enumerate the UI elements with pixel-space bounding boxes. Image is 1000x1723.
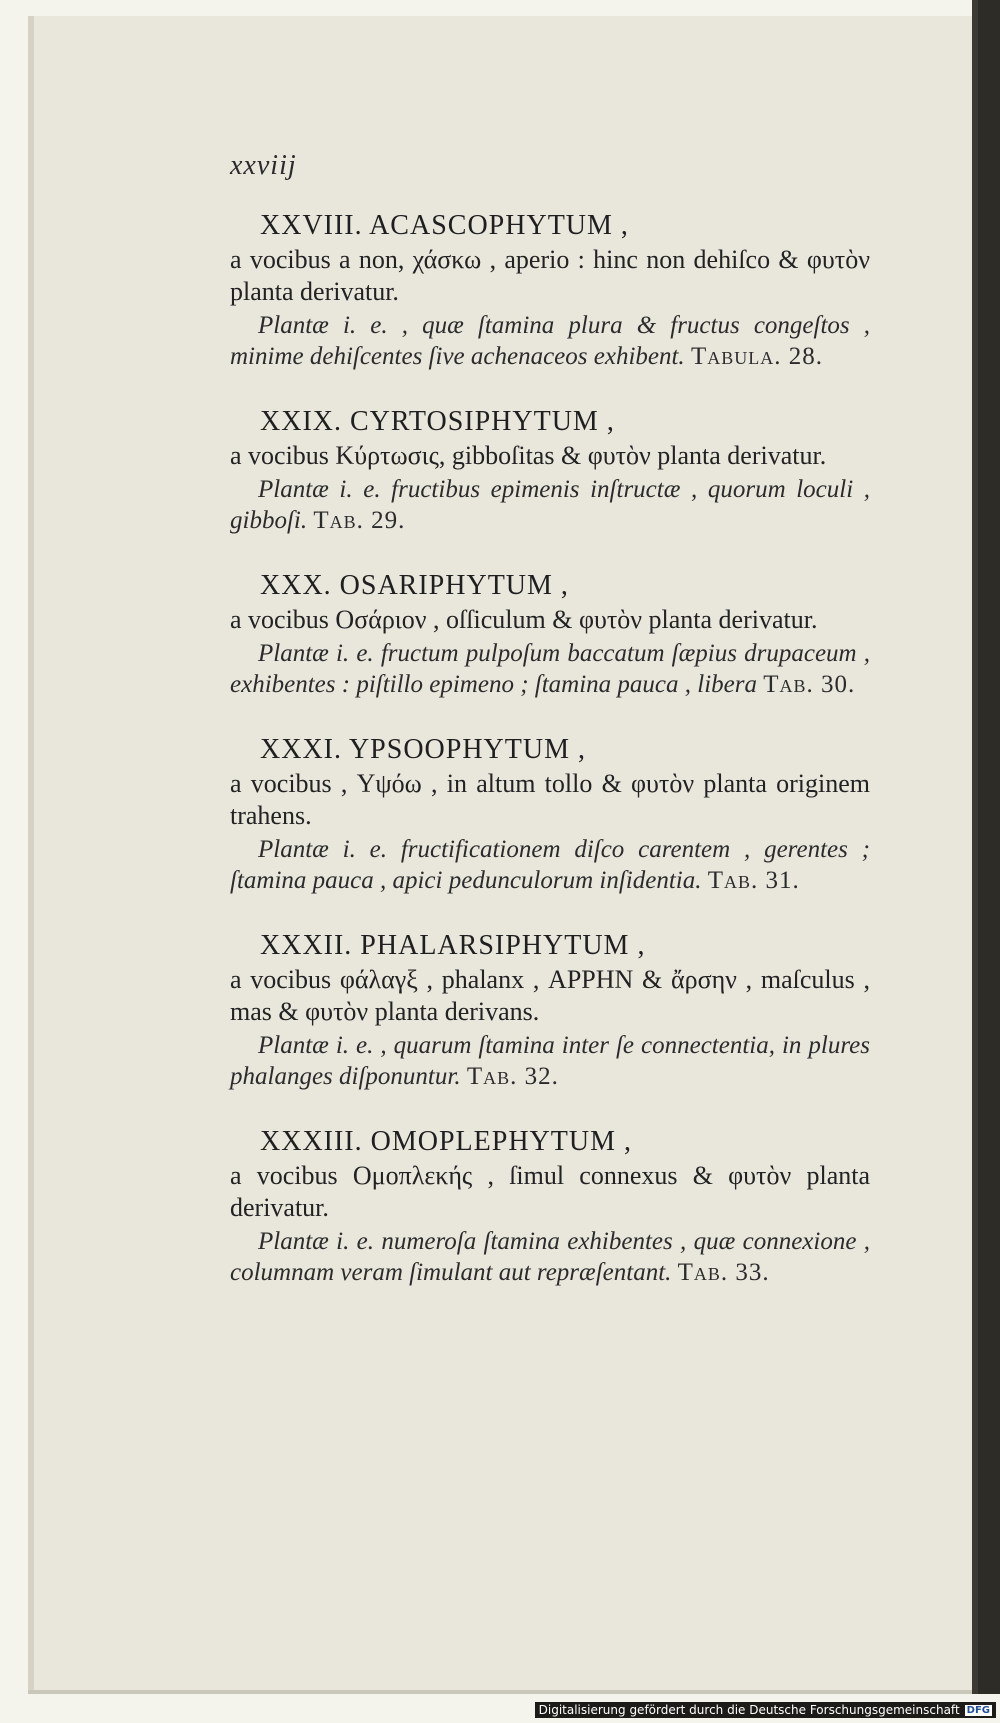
page-number: xxviij: [230, 150, 297, 181]
entry-description: [230, 834, 870, 896]
entry-title: XXX. OSARIPHYTUM ,: [260, 570, 569, 601]
entry-acascophytum: [230, 210, 870, 372]
entry-title: XXXI. YPSOOPHYTUM ,: [260, 734, 586, 765]
entry-etymology: a vocibus , Υψόω , in altum tollo & φυτὸν planta originem trahens.: [230, 769, 870, 830]
entry-description: [230, 310, 870, 372]
entry-description-text: Plantæ i. e. fructificationem diſco carentem , gerentes ; ſtamina pauca , apici pedunculorum inſidentia.: [230, 836, 870, 894]
book-edge: [972, 0, 1000, 1723]
entry-description-text: Plantæ i. e. , quæ ſtamina plura & fructus congeſtos , minime dehiſcentes ſive achenaceos exhibent.: [230, 312, 870, 370]
entry-description: [230, 1226, 870, 1288]
entry-title: XXXII. PHALARSIPHYTUM ,: [260, 930, 646, 961]
book-edge-stripe: [972, 0, 978, 1723]
entry-etymology: a vocibus Κύρτωσις, gibboſitas & φυτὸν planta derivatur.: [230, 441, 827, 470]
entry-title: XXIX. CYRTOSIPHYTUM ,: [260, 406, 615, 437]
entry-description: [230, 638, 870, 700]
entry-etymology: a vocibus a non, χάσκω , aperio : hinc non dehiſco & φυτὸν planta derivatur.: [230, 245, 870, 306]
table-reference: Tab. 31.: [707, 867, 800, 894]
entry-description-text: Plantæ i. e. , quarum ſtamina inter ſe connectentia, in plures phalanges diſponuntur.: [230, 1032, 870, 1090]
entry-etymology: a vocibus φάλαγξ , phalanx , ΑΡΡΗΝ & ἄρσην , maſculus , mas & φυτὸν planta derivans.: [230, 965, 870, 1026]
entry-description-text: Plantæ i. e. fructibus epimenis inſtructæ , quorum loculi , gibboſi.: [230, 476, 870, 534]
digitization-credit: [535, 1702, 996, 1718]
entry-description: [230, 1030, 870, 1092]
entry-cyrtosiphytum: [230, 406, 870, 536]
entry-etymology: a vocibus Οσάριον , oſſiculum & φυτὸν planta derivatur.: [230, 605, 818, 634]
entry-omoplephytum: [230, 1126, 870, 1288]
entry-description: [230, 474, 870, 536]
entry-osariphytum: [230, 570, 870, 700]
entry-ypsoophytum: [230, 734, 870, 896]
table-reference: Tab. 33.: [677, 1259, 770, 1286]
entry-etymology: a vocibus Ομοπλεκής , ſimul connexus & φυτὸν planta derivatur.: [230, 1161, 870, 1222]
credit-text: Digitalisierung gefördert durch die Deutsche Forschungsgemeinschaft: [538, 1703, 960, 1717]
entry-title: XXXIII. OMOPLEPHYTUM ,: [260, 1126, 632, 1157]
table-reference: Tab. 30.: [763, 671, 856, 698]
entry-description-text: Plantæ i. e. fructum pulpoſum baccatum ſæpius drupaceum , exhibentes : piſtillo epimeno ; ſtamina pauca , libera: [230, 640, 870, 698]
entry-title: XXVIII. ACASCOPHYTUM ,: [260, 210, 629, 241]
entry-description-text: Plantæ i. e. numeroſa ſtamina exhibentes , quæ connexione , columnam veram ſimulant aut repræſentant.: [230, 1228, 870, 1286]
page-content: [230, 150, 870, 1322]
dfg-logo: DFG: [966, 1704, 990, 1716]
table-reference: Tabula. 28.: [690, 343, 823, 370]
table-reference: Tab. 29.: [313, 507, 406, 534]
entry-phalarsiphytum: [230, 930, 870, 1092]
table-reference: Tab. 32.: [466, 1063, 559, 1090]
